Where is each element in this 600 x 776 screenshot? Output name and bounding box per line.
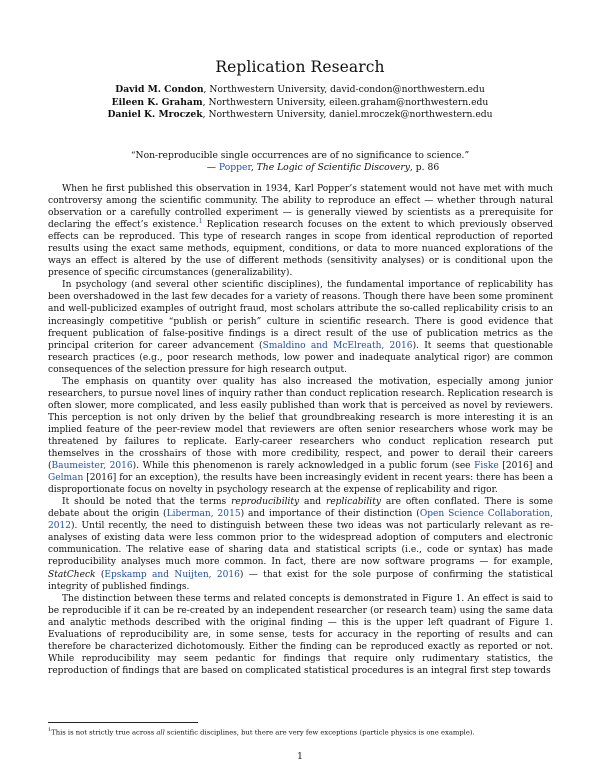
p4-text-g: ) — that exist for the sole purpose of confirming the statistical integrity of published findings. [48,569,554,592]
term-reproducibility: reproducibility [231,497,300,508]
author-name: Daniel K. Mroczek [107,109,203,120]
footnote [48,726,553,737]
author-line [0,109,600,122]
paragraph-5: The distinction between these terms and related concepts is demonstrated in Figure 1. An effect is said to be reproducible if it can be re-created by an independent researcher (or research team) using the same data and analytic methods described with the original finding — this is the upper left quadrant of Figure 1. Evaluations of reproducibility are, in some sense, tests for accuracy in the reporting of results and can therefore be characterized dichotomously. Either the finding can be reproduced exactly as reported or not. While reproducibility may seem pedantic for findings that require only rudimentary statistics, the reproduction of findings that are based on complicated statistical procedures is an integral first step towards [48,593,553,676]
p4-text-d: ) and importance of their distinction ( [240,509,420,520]
page-number: 1 [297,752,303,762]
author-list [0,84,600,122]
author-name: David M. Condon [115,84,204,95]
p4-text-f: ( [95,569,105,580]
footnote-mark: 1 [48,727,52,733]
p4-text-a: It should be noted that the terms [62,497,232,508]
author-affiliation: , Northwestern University, daniel.mroczek@northwestern.edu [202,109,493,120]
footnote-divider [48,722,198,723]
citation-link[interactable]: Fiske [474,461,499,472]
p1-text-a: When he first published this observation in 1934, Karl Popper’s statement would not have met with much controversy among the scientific community. The ability to reproduce an effect — whether through natural observation or a carefully controlled experiment — is generally viewed by scientists as a prerequisite for declaring the effect’s existence. [48,184,553,231]
author-name: Eileen K. Graham [111,96,203,108]
paragraph-2 [48,279,553,375]
epigraph-author-link[interactable]: Popper [218,162,251,173]
footnote-text-b: scientific disciplines, but there are very few exceptions (particle physics is one example). [164,728,475,737]
paragraph-4 [48,496,553,592]
author-affiliation: , Northwestern University, david-condon@northwestern.edu [203,84,485,95]
body-text [48,183,553,677]
paper-title: Replication Research [215,58,385,76]
footnote-text-a: This is not strictly true across [51,728,157,737]
paragraph-3 [48,376,553,496]
p1-text-b: Replication research focuses on the extent to which previously observed effects can be reproduced. This type of research ranges in scope from identical reproduction of reported results using the exact same methods, equipment, conditions, or data to more nuanced explorations of the ways an effect is altered by the use of different methods (sensitivity analyses) or is conditional upon the presence of specific circumstances (generalizability). [48,220,553,279]
epigraph-text: “Non-reproducible single occurrences are of no significance to science.” [130,150,470,161]
citation-link[interactable]: Gelman [48,473,84,484]
epigraph [0,150,600,174]
epigraph-dash: — [206,162,219,173]
epigraph-page: , p. 86 [409,162,440,173]
author-line [0,97,600,110]
p2-text-b: ). It seems that questionable research practices (e.g., poor research methods, low power and inadequate analytical rigor) are common consequences of the selection pressure for high research output. [48,340,553,375]
author-line [0,84,600,97]
footnote-emphasis: all [156,728,165,737]
paragraph-1 [48,183,553,279]
citation-link[interactable]: Smaldino and McElreath, 2016 [262,340,413,351]
term-replicability: replicability [326,497,381,508]
citation-link[interactable]: Epskamp and Nuijten, 2016 [104,569,240,580]
p4-text-b: and [299,497,326,508]
epigraph-sep: , [250,162,257,173]
p3-text-a: The emphasis on quantity over quality has also increased the motivation, especially among junior researchers, to pursue novel lines of inquiry rather than conduct replication research. Replication research is often slower, more complicated, and less easily published than work that is perceived as novel by reviewers. This perception is not only driven by the belief that groundbreaking research is more interesting it is an implied feature of the peer-review model that reviewers are often senior researchers whose work may be threatened by failures to replicate. Early-career researchers who conduct replication research put themselves in the crosshairs of those with more credibility, respect, and power to derail their careers ( [48,376,554,472]
citation-link[interactable]: Open Science Collaboration, 2012 [48,509,553,532]
p4-text-c: are often conflated. There is some debate about the origin ( [48,497,553,520]
p2-text-a: In psychology (and several other scientific disciplines), the fundamental importance of replicability has been overshadowed in the last few decades for a variety of reasons. Though there have been some prominent and well-publicized examples of outright fraud, most scholars attribute the so-called replicability crisis to an increasingly competitive “publish or perish” culture in scientific research. There is good evidence that frequent publication of false-positive findings is a direct result of the use of publication metrics as the principal criterion for career advancement ( [48,280,553,351]
software-name: StatCheck [48,569,96,580]
p4-text-e: ). Until recently, the need to distinguish between these two ideas was not particularly relevant as re-analyses of existing data were less common prior to the widespread adoption of computers and electronic communication. The relative ease of sharing data and statistical scripts (i.e., code or syntax) has made reproducibility analyses much more common. In fact, there are now software programs — for example, [48,521,553,568]
epigraph-source [0,162,600,174]
epigraph-book: The Logic of Scientific Discovery [256,162,410,173]
citation-link[interactable]: Baumeister, 2016 [51,461,133,472]
footnote-ref[interactable]: 1 [198,218,203,226]
p3-text-c: [2016] and [498,461,553,472]
citation-link[interactable]: Liberman, 2015 [166,509,241,520]
author-affiliation: , Northwestern University, eileen.graham@northwestern.edu [202,96,489,108]
p3-text-d: [2016] for an exception), the results have been increasingly evident in recent years: there has been a disproportionate focus on novelty in psychology research at the expense of replicability and rigor. [48,473,553,496]
p3-text-b: ). While this phenomenon is rarely acknowledged in a public forum (see [132,461,475,472]
